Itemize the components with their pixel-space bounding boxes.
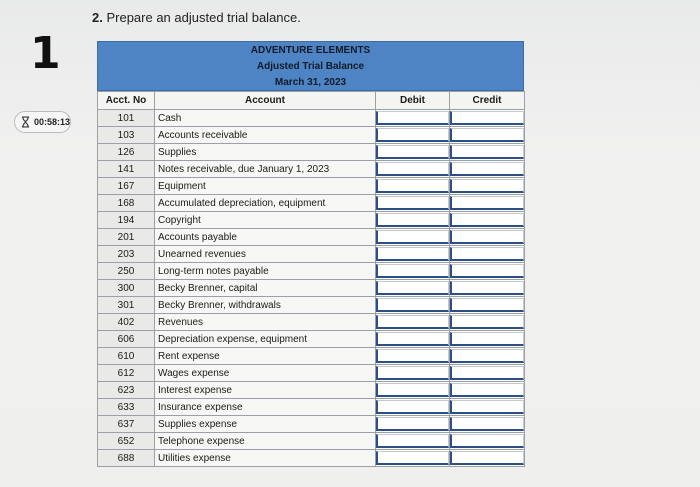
table-row: [98, 331, 525, 348]
account-name: Accounts receivable: [155, 127, 376, 144]
credit-cell: [450, 263, 525, 280]
credit-cell: [450, 331, 525, 348]
account-number: 606: [98, 331, 155, 348]
trial-balance-table: [97, 91, 525, 467]
debit-input[interactable]: [376, 264, 449, 278]
credit-input[interactable]: [450, 196, 524, 210]
report-date: March 31, 2023: [274, 77, 347, 88]
timer-value: 00:58:13: [33, 117, 70, 127]
account-number: 250: [98, 263, 155, 280]
table-row: [98, 161, 525, 178]
account-number: 637: [98, 416, 155, 433]
credit-cell: [450, 416, 525, 433]
table-row: [98, 365, 525, 382]
table-row: [98, 178, 525, 195]
debit-cell: [376, 416, 450, 433]
account-number: 168: [98, 195, 155, 212]
account-number: 203: [98, 246, 155, 263]
credit-cell: [450, 195, 525, 212]
account-name: Accumulated depreciation, equipment: [155, 195, 376, 212]
account-number: 103: [98, 127, 155, 144]
credit-input[interactable]: [450, 264, 524, 278]
credit-cell: [450, 450, 525, 467]
credit-cell: [450, 178, 525, 195]
credit-cell: [450, 433, 525, 450]
credit-input[interactable]: [450, 332, 524, 346]
account-number: 623: [98, 382, 155, 399]
account-number: 633: [98, 399, 155, 416]
credit-input[interactable]: [450, 247, 524, 261]
table-row: [98, 229, 525, 246]
debit-input[interactable]: [376, 315, 449, 329]
debit-input[interactable]: [376, 417, 449, 431]
debit-cell: [376, 399, 450, 416]
credit-cell: [450, 382, 525, 399]
account-name: Rent expense: [155, 348, 376, 365]
account-number: 301: [98, 297, 155, 314]
col-acct-no: Acct. No: [98, 92, 155, 110]
debit-cell: [376, 280, 450, 297]
account-name: Copyright: [155, 212, 376, 229]
debit-cell: [376, 127, 450, 144]
table-row: [98, 416, 525, 433]
debit-cell: [376, 212, 450, 229]
account-number: 300: [98, 280, 155, 297]
debit-input[interactable]: [376, 332, 449, 346]
table-row: [98, 382, 525, 399]
table-row: [98, 263, 525, 280]
account-number: 652: [98, 433, 155, 450]
table-row: [98, 212, 525, 229]
credit-cell: [450, 314, 525, 331]
account-name: Unearned revenues: [155, 246, 376, 263]
table-row: [98, 450, 525, 467]
credit-input[interactable]: [450, 451, 524, 465]
debit-cell: [376, 161, 450, 178]
account-number: 201: [98, 229, 155, 246]
credit-cell: [450, 246, 525, 263]
debit-cell: [376, 314, 450, 331]
credit-input[interactable]: [450, 366, 524, 380]
debit-input[interactable]: [376, 281, 449, 295]
table-row: [98, 127, 525, 144]
credit-cell: [450, 127, 525, 144]
credit-input[interactable]: [450, 434, 524, 448]
credit-input[interactable]: [450, 383, 524, 397]
table-row: [98, 195, 525, 212]
debit-cell: [376, 229, 450, 246]
debit-input[interactable]: [376, 383, 449, 397]
debit-cell: [376, 110, 450, 127]
credit-input[interactable]: [450, 230, 524, 244]
debit-input[interactable]: [376, 179, 449, 193]
instruction-text: Prepare an adjusted trial balance.: [106, 10, 301, 25]
credit-cell: [450, 229, 525, 246]
credit-cell: [450, 144, 525, 161]
account-name: Depreciation expense, equipment: [155, 331, 376, 348]
debit-cell: [376, 365, 450, 382]
company-name: ADVENTURE ELEMENTS: [250, 45, 371, 56]
debit-cell: [376, 433, 450, 450]
credit-input[interactable]: [450, 281, 524, 295]
account-name: Equipment: [155, 178, 376, 195]
debit-cell: [376, 263, 450, 280]
account-name: Insurance expense: [155, 399, 376, 416]
credit-input[interactable]: [450, 417, 524, 431]
question-index: 1: [30, 28, 61, 79]
trial-balance: [97, 41, 524, 467]
credit-cell: [450, 297, 525, 314]
hourglass-icon: [21, 116, 30, 128]
debit-input[interactable]: [376, 213, 449, 227]
table-row: [98, 348, 525, 365]
report-header: [97, 41, 524, 91]
debit-cell: [376, 331, 450, 348]
timer-badge[interactable]: [14, 111, 71, 133]
credit-input[interactable]: [450, 315, 524, 329]
debit-input[interactable]: [376, 400, 449, 414]
account-name: Wages expense: [155, 365, 376, 382]
debit-input[interactable]: [376, 349, 449, 363]
debit-cell: [376, 178, 450, 195]
column-header-row: [98, 92, 525, 110]
account-name: Becky Brenner, capital: [155, 280, 376, 297]
debit-input[interactable]: [376, 247, 449, 261]
debit-input[interactable]: [376, 196, 449, 210]
account-name: Utilities expense: [155, 450, 376, 467]
credit-input[interactable]: [450, 128, 524, 142]
credit-cell: [450, 110, 525, 127]
table-row: [98, 246, 525, 263]
account-name: Interest expense: [155, 382, 376, 399]
table-row: [98, 280, 525, 297]
debit-input[interactable]: [376, 162, 449, 176]
credit-cell: [450, 161, 525, 178]
credit-input[interactable]: [450, 162, 524, 176]
account-name: Cash: [155, 110, 376, 127]
table-row: [98, 399, 525, 416]
table-row: [98, 433, 525, 450]
debit-input[interactable]: [376, 298, 449, 312]
credit-input[interactable]: [450, 298, 524, 312]
debit-input[interactable]: [376, 145, 449, 159]
debit-cell: [376, 195, 450, 212]
col-credit: Credit: [450, 92, 525, 110]
debit-cell: [376, 348, 450, 365]
debit-cell: [376, 450, 450, 467]
table-row: [98, 314, 525, 331]
account-number: 402: [98, 314, 155, 331]
credit-input[interactable]: [450, 179, 524, 193]
instruction: [92, 10, 301, 25]
debit-cell: [376, 382, 450, 399]
instruction-number: 2.: [92, 10, 103, 25]
account-number: 610: [98, 348, 155, 365]
account-number: 126: [98, 144, 155, 161]
account-name: Notes receivable, due January 1, 2023: [155, 161, 376, 178]
debit-input[interactable]: [376, 451, 449, 465]
table-row: [98, 144, 525, 161]
credit-input[interactable]: [450, 400, 524, 414]
debit-cell: [376, 144, 450, 161]
debit-cell: [376, 246, 450, 263]
col-account: Account: [155, 92, 376, 110]
col-debit: Debit: [376, 92, 450, 110]
credit-input[interactable]: [450, 145, 524, 159]
debit-input[interactable]: [376, 128, 449, 142]
account-name: Revenues: [155, 314, 376, 331]
credit-input[interactable]: [450, 349, 524, 363]
account-name: Telephone expense: [155, 433, 376, 450]
debit-input[interactable]: [376, 366, 449, 380]
account-name: Long-term notes payable: [155, 263, 376, 280]
credit-cell: [450, 280, 525, 297]
account-name: Supplies expense: [155, 416, 376, 433]
credit-cell: [450, 212, 525, 229]
account-name: Becky Brenner, withdrawals: [155, 297, 376, 314]
report-title: Adjusted Trial Balance: [256, 61, 365, 72]
credit-input[interactable]: [450, 213, 524, 227]
debit-cell: [376, 297, 450, 314]
table-row: [98, 110, 525, 127]
credit-cell: [450, 365, 525, 382]
credit-input[interactable]: [450, 111, 524, 125]
account-number: 141: [98, 161, 155, 178]
debit-input[interactable]: [376, 434, 449, 448]
account-name: Accounts payable: [155, 229, 376, 246]
credit-cell: [450, 399, 525, 416]
account-number: 167: [98, 178, 155, 195]
table-row: [98, 297, 525, 314]
account-number: 612: [98, 365, 155, 382]
credit-cell: [450, 348, 525, 365]
debit-input[interactable]: [376, 111, 449, 125]
debit-input[interactable]: [376, 230, 449, 244]
account-number: 688: [98, 450, 155, 467]
account-name: Supplies: [155, 144, 376, 161]
account-number: 194: [98, 212, 155, 229]
account-number: 101: [98, 110, 155, 127]
